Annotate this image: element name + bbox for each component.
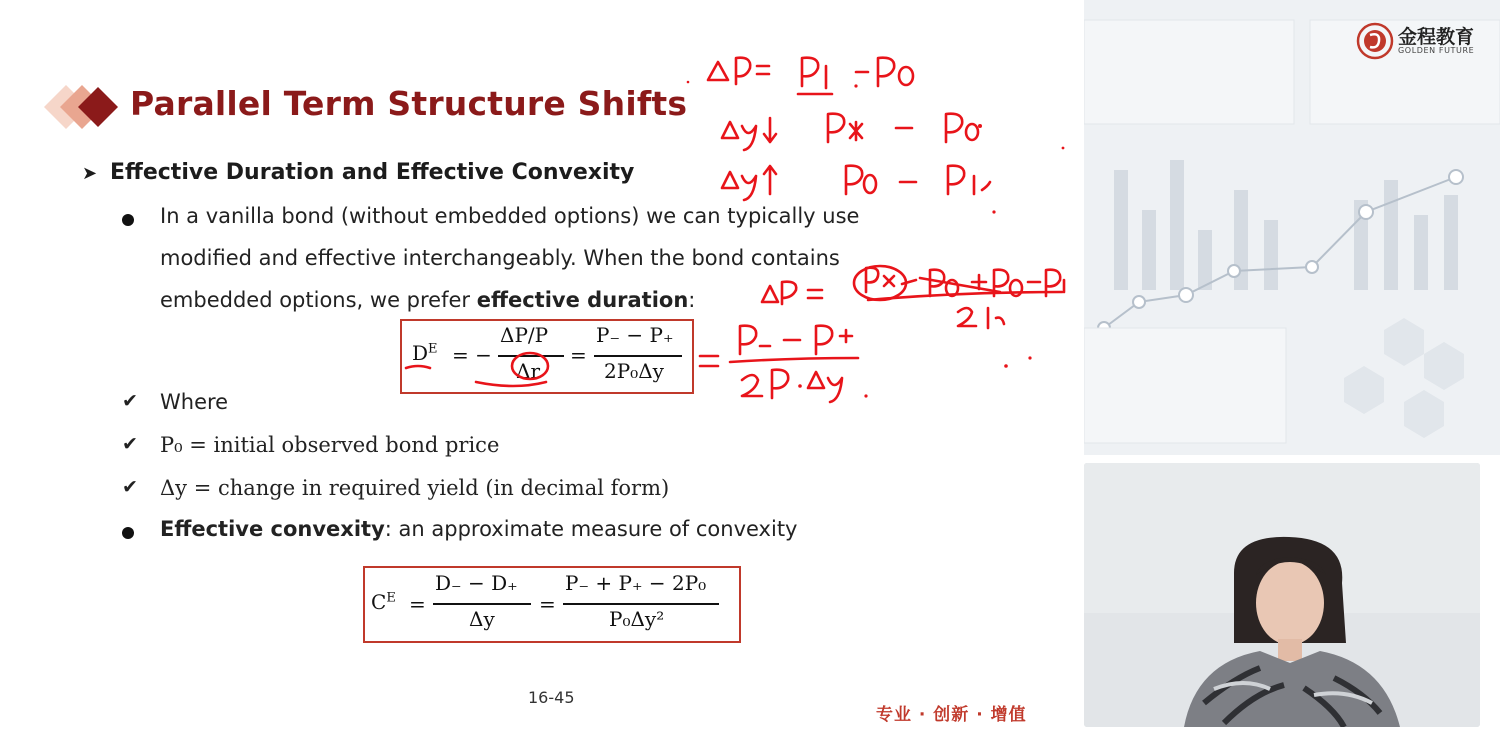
formula-frac1-num: D₋ − D₊	[435, 571, 518, 595]
arrow-bullet-icon: ➤	[82, 163, 98, 184]
formula-equals: = −	[452, 343, 492, 367]
formula-frac1-den: Δr	[516, 359, 541, 383]
company-logo	[1356, 22, 1486, 62]
logo-chinese-name: 金程教育	[1398, 26, 1475, 48]
fraction-bar	[594, 355, 682, 357]
formula-lhs	[371, 590, 396, 614]
logo-emblem-icon	[1356, 22, 1394, 60]
bullet-dot-icon	[122, 214, 134, 226]
bullet-rest: : an approximate measure of convexity	[384, 517, 798, 541]
dy-definition: Δy = change in required yield (in decimal form)	[160, 476, 670, 500]
checkmark-icon: ✔	[122, 476, 138, 498]
presenter-image	[1084, 463, 1480, 727]
formula-frac1-num: ΔP/P	[500, 323, 549, 347]
formula-frac2-den: P₀Δy²	[609, 607, 665, 631]
section-heading-text: Effective Duration and Effective Convexity	[110, 160, 635, 185]
fraction-bar	[433, 603, 531, 605]
bullet-line	[160, 288, 695, 312]
presenter-video	[1084, 463, 1480, 727]
formula-lhs-sup: E	[428, 341, 438, 357]
formula-lhs-sup: E	[386, 590, 396, 606]
fraction-bar	[498, 355, 564, 357]
formula-lhs-base: D	[412, 341, 429, 365]
formula-equals: =	[409, 592, 426, 616]
formula-frac1-den: Δy	[469, 607, 495, 631]
logo-english-name: GOLDEN FUTURE	[1398, 46, 1475, 55]
duration-formula-box	[400, 319, 694, 394]
formula-equals: =	[570, 343, 587, 367]
section-heading	[82, 160, 634, 185]
convexity-formula-box	[363, 566, 741, 643]
formula-frac2-den: 2P₀Δy	[604, 359, 664, 383]
bullet-bold: Effective convexity	[160, 517, 385, 541]
decorative-background-panel	[1084, 0, 1500, 455]
checkmark-icon: ✔	[122, 433, 138, 455]
bullet-line: modified and effective interchangeably. When the bond contains	[160, 246, 840, 270]
fraction-bar	[563, 603, 719, 605]
bullet-line-bold: effective duration	[476, 288, 689, 312]
p0-definition: P₀ = initial observed bond price	[160, 433, 500, 457]
bullet-line-prefix: embedded options, we prefer	[160, 288, 477, 312]
decorative-chart-graphic	[1084, 0, 1500, 455]
formula-frac2-num: P₋ − P₊	[596, 323, 674, 347]
page-number: 16-45	[528, 688, 575, 707]
formula-equals: =	[539, 592, 556, 616]
bullet-line-suffix: :	[688, 288, 696, 312]
title-diamonds-icon	[44, 84, 124, 130]
formula-lhs	[412, 341, 438, 365]
bullet-dot-icon	[122, 527, 134, 539]
formula-frac2-num: P₋ + P₊ − 2P₀	[565, 571, 707, 595]
formula-lhs-base: C	[371, 590, 387, 614]
checkmark-icon: ✔	[122, 390, 138, 412]
slide-title: Parallel Term Structure Shifts	[130, 84, 688, 123]
bullet-line	[160, 517, 797, 541]
slogan: 专业 · 创新 · 增值	[876, 705, 1027, 725]
bullet-line: In a vanilla bond (without embedded options) we can typically use	[160, 204, 860, 228]
where-label: Where	[160, 390, 229, 414]
